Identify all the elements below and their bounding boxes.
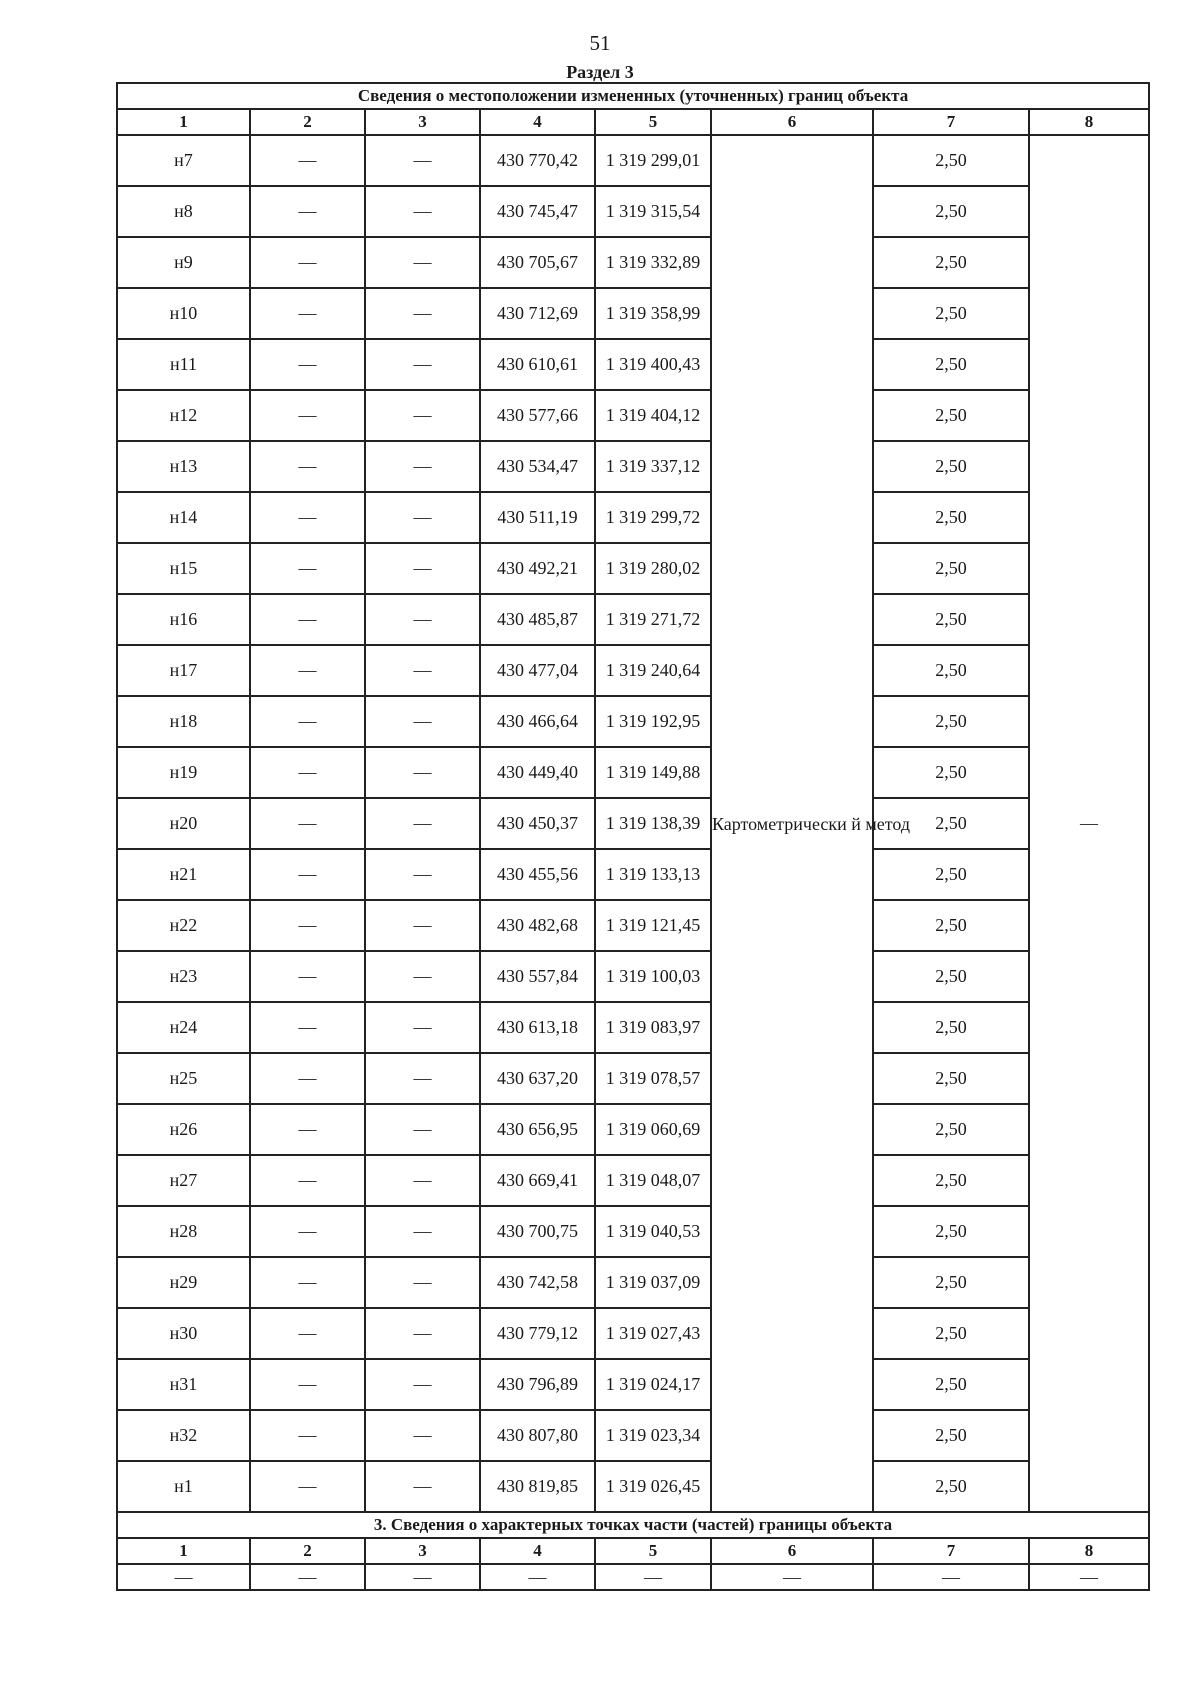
coordinate-x: 430 610,61 [480,339,595,390]
accuracy-value: 2,50 [873,1206,1029,1257]
cell-col3: — [365,900,480,951]
coordinate-x: 430 669,41 [480,1155,595,1206]
cell-col3: — [365,390,480,441]
column-number: 3 [365,1538,480,1564]
column-number: 8 [1029,1538,1149,1564]
coordinate-x: 430 712,69 [480,288,595,339]
parts-value: — [365,1564,480,1590]
coordinate-x: 430 557,84 [480,951,595,1002]
coordinate-x: 430 450,37 [480,798,595,849]
coordinate-y: 1 319 024,17 [595,1359,711,1410]
coordinate-y: 1 319 149,88 [595,747,711,798]
coordinate-x: 430 455,56 [480,849,595,900]
coordinate-x: 430 745,47 [480,186,595,237]
coordinate-x: 430 511,19 [480,492,595,543]
parts-value: — [117,1564,250,1590]
coordinate-y: 1 319 026,45 [595,1461,711,1512]
table-row [117,1257,1149,1308]
coordinate-y: 1 319 192,95 [595,696,711,747]
cell-col2: — [250,135,365,186]
coordinate-x: 430 485,87 [480,594,595,645]
coordinate-y: 1 319 037,09 [595,1257,711,1308]
cell-col3: — [365,492,480,543]
coordinate-y: 1 319 400,43 [595,339,711,390]
column-number: 2 [250,1538,365,1564]
accuracy-value: 2,50 [873,1104,1029,1155]
coordinate-x: 430 770,42 [480,135,595,186]
table-row [117,1359,1149,1410]
column-number: 4 [480,109,595,135]
point-name: н8 [117,186,250,237]
point-name: н10 [117,288,250,339]
column-number: 5 [595,109,711,135]
coordinate-x: 430 742,58 [480,1257,595,1308]
point-name: н27 [117,1155,250,1206]
point-name: н1 [117,1461,250,1512]
column-number: 1 [117,109,250,135]
table-row [117,492,1149,543]
table-row [117,1002,1149,1053]
accuracy-value: 2,50 [873,696,1029,747]
cell-col2: — [250,1002,365,1053]
table-row [117,1155,1149,1206]
table-row [117,747,1149,798]
column8-cell: — [1029,135,1149,1512]
table-row [117,696,1149,747]
cell-col2: — [250,1053,365,1104]
cell-col2: — [250,1461,365,1512]
parts-value: — [250,1564,365,1590]
accuracy-value: 2,50 [873,543,1029,594]
table-row [117,645,1149,696]
accuracy-value: 2,50 [873,390,1029,441]
cell-col2: — [250,696,365,747]
table-row [117,1308,1149,1359]
coordinate-y: 1 319 271,72 [595,594,711,645]
coordinate-y: 1 319 133,13 [595,849,711,900]
parts-heading-row [117,1512,1149,1538]
column-number: 7 [873,109,1029,135]
accuracy-value: 2,50 [873,645,1029,696]
section-title: Раздел 3 [566,62,634,82]
cell-col3: — [365,186,480,237]
coordinate-x: 430 492,21 [480,543,595,594]
cell-col2: — [250,1359,365,1410]
accuracy-value: 2,50 [873,288,1029,339]
point-name: н18 [117,696,250,747]
cell-col2: — [250,339,365,390]
cell-col3: — [365,339,480,390]
coordinate-y: 1 319 060,69 [595,1104,711,1155]
accuracy-value: 2,50 [873,1053,1029,1104]
coordinate-x: 430 796,89 [480,1359,595,1410]
accuracy-value: 2,50 [873,186,1029,237]
point-name: н21 [117,849,250,900]
coordinate-x: 430 477,04 [480,645,595,696]
cell-col3: — [365,441,480,492]
table-row [117,1104,1149,1155]
point-name: н13 [117,441,250,492]
cell-col3: — [365,645,480,696]
point-name: н23 [117,951,250,1002]
coordinate-y: 1 319 023,34 [595,1410,711,1461]
accuracy-value: 2,50 [873,1308,1029,1359]
accuracy-value: 2,50 [873,900,1029,951]
cell-col3: — [365,288,480,339]
accuracy-value: 2,50 [873,849,1029,900]
boundary-points-table [116,82,1150,1591]
cell-col3: — [365,237,480,288]
coordinate-y: 1 319 315,54 [595,186,711,237]
coordinate-y: 1 319 040,53 [595,1206,711,1257]
table-row [117,1206,1149,1257]
column-number: 2 [250,109,365,135]
coordinate-x: 430 807,80 [480,1410,595,1461]
cell-col2: — [250,1104,365,1155]
accuracy-value: 2,50 [873,747,1029,798]
point-name: н29 [117,1257,250,1308]
point-name: н7 [117,135,250,186]
cell-col3: — [365,594,480,645]
coordinate-x: 430 577,66 [480,390,595,441]
coordinate-x: 430 779,12 [480,1308,595,1359]
coordinate-y: 1 319 027,43 [595,1308,711,1359]
cell-col3: — [365,1410,480,1461]
accuracy-value: 2,50 [873,492,1029,543]
accuracy-value: 2,50 [873,1257,1029,1308]
table-row [117,186,1149,237]
page-number: 51 [589,31,611,55]
cell-col3: — [365,1002,480,1053]
accuracy-value: 2,50 [873,135,1029,186]
cell-col2: — [250,798,365,849]
cell-col3: — [365,1359,480,1410]
cell-col3: — [365,1053,480,1104]
table-row [117,237,1149,288]
cell-col3: — [365,1104,480,1155]
coordinate-x: 430 656,95 [480,1104,595,1155]
coordinate-y: 1 319 337,12 [595,441,711,492]
coordinate-x: 430 482,68 [480,900,595,951]
point-name: н12 [117,390,250,441]
accuracy-value: 2,50 [873,441,1029,492]
coordinate-y: 1 319 078,57 [595,1053,711,1104]
cell-col3: — [365,696,480,747]
cell-col3: — [365,543,480,594]
cell-col2: — [250,900,365,951]
cell-col2: — [250,543,365,594]
table-row [117,1410,1149,1461]
point-name: н24 [117,1002,250,1053]
table-heading-row [117,83,1149,109]
table-row [117,798,1149,849]
cell-col3: — [365,951,480,1002]
cell-col2: — [250,390,365,441]
point-name: н17 [117,645,250,696]
point-name: н22 [117,900,250,951]
accuracy-value: 2,50 [873,1359,1029,1410]
column-number: 6 [711,1538,873,1564]
point-name: н30 [117,1308,250,1359]
column-number: 6 [711,109,873,135]
cell-col2: — [250,237,365,288]
table-row [117,339,1149,390]
accuracy-value: 2,50 [873,1410,1029,1461]
point-name: н16 [117,594,250,645]
table-row [117,288,1149,339]
cell-col2: — [250,1410,365,1461]
cell-col3: — [365,1257,480,1308]
coordinate-x: 430 819,85 [480,1461,595,1512]
coordinate-y: 1 319 048,07 [595,1155,711,1206]
coordinate-x: 430 466,64 [480,696,595,747]
table-row [117,951,1149,1002]
cell-col2: — [250,492,365,543]
accuracy-value: 2,50 [873,237,1029,288]
cell-col3: — [365,1308,480,1359]
parts-value: — [711,1564,873,1590]
accuracy-value: 2,50 [873,951,1029,1002]
point-name: н15 [117,543,250,594]
cell-col3: — [365,135,480,186]
point-name: н9 [117,237,250,288]
coordinate-y: 1 319 138,39 [595,798,711,849]
table-row [117,1053,1149,1104]
point-name: н32 [117,1410,250,1461]
table-row [117,900,1149,951]
column-number: 5 [595,1538,711,1564]
accuracy-value: 2,50 [873,339,1029,390]
cell-col3: — [365,849,480,900]
cell-col3: — [365,1461,480,1512]
parts-value: — [480,1564,595,1590]
cell-col2: — [250,1308,365,1359]
accuracy-value: 2,50 [873,1461,1029,1512]
parts-column-number-row [117,1538,1149,1564]
column-number: 4 [480,1538,595,1564]
cell-col2: — [250,747,365,798]
coordinate-x: 430 705,67 [480,237,595,288]
table-row [117,135,1149,186]
accuracy-value: 2,50 [873,1002,1029,1053]
coordinate-y: 1 319 299,01 [595,135,711,186]
table-row [117,441,1149,492]
table-heading: Сведения о местоположении измененных (уточненных) границ объекта [117,83,1149,109]
point-name: н11 [117,339,250,390]
column-number: 3 [365,109,480,135]
point-name: н31 [117,1359,250,1410]
cell-col3: — [365,798,480,849]
table-row [117,1461,1149,1512]
point-name: н26 [117,1104,250,1155]
column-number: 1 [117,1538,250,1564]
accuracy-value: 2,50 [873,1155,1029,1206]
table-row [117,849,1149,900]
cell-col2: — [250,441,365,492]
method-cell: Картометрически й метод [711,135,873,1512]
cell-col2: — [250,186,365,237]
cell-col2: — [250,645,365,696]
table-row [117,594,1149,645]
point-name: н19 [117,747,250,798]
coordinate-x: 430 449,40 [480,747,595,798]
coordinate-y: 1 319 083,97 [595,1002,711,1053]
parts-heading: 3. Сведения о характерных точках части (частей) границы объекта [117,1512,1149,1538]
cell-col3: — [365,1155,480,1206]
parts-values-row [117,1564,1149,1590]
cell-col2: — [250,1257,365,1308]
table-body [117,83,1149,1590]
column-number-row [117,109,1149,135]
coordinate-y: 1 319 121,45 [595,900,711,951]
coordinate-x: 430 637,20 [480,1053,595,1104]
coordinate-x: 430 534,47 [480,441,595,492]
accuracy-value: 2,50 [873,594,1029,645]
parts-value: — [873,1564,1029,1590]
coordinate-y: 1 319 358,99 [595,288,711,339]
coordinate-y: 1 319 404,12 [595,390,711,441]
cell-col2: — [250,1206,365,1257]
point-name: н25 [117,1053,250,1104]
cell-col2: — [250,288,365,339]
cell-col3: — [365,1206,480,1257]
coordinate-y: 1 319 280,02 [595,543,711,594]
column-number: 7 [873,1538,1029,1564]
accuracy-value: 2,50 [873,798,1029,849]
point-name: н14 [117,492,250,543]
point-name: н28 [117,1206,250,1257]
cell-col3: — [365,747,480,798]
point-name: н20 [117,798,250,849]
cell-col2: — [250,849,365,900]
coordinate-y: 1 319 299,72 [595,492,711,543]
cell-col2: — [250,1155,365,1206]
coordinate-y: 1 319 332,89 [595,237,711,288]
table-row [117,543,1149,594]
coordinate-y: 1 319 240,64 [595,645,711,696]
cell-col2: — [250,594,365,645]
column-number: 8 [1029,109,1149,135]
table-row [117,390,1149,441]
coordinate-x: 430 613,18 [480,1002,595,1053]
parts-value: — [1029,1564,1149,1590]
cell-col2: — [250,951,365,1002]
coordinate-x: 430 700,75 [480,1206,595,1257]
coordinate-y: 1 319 100,03 [595,951,711,1002]
parts-value: — [595,1564,711,1590]
